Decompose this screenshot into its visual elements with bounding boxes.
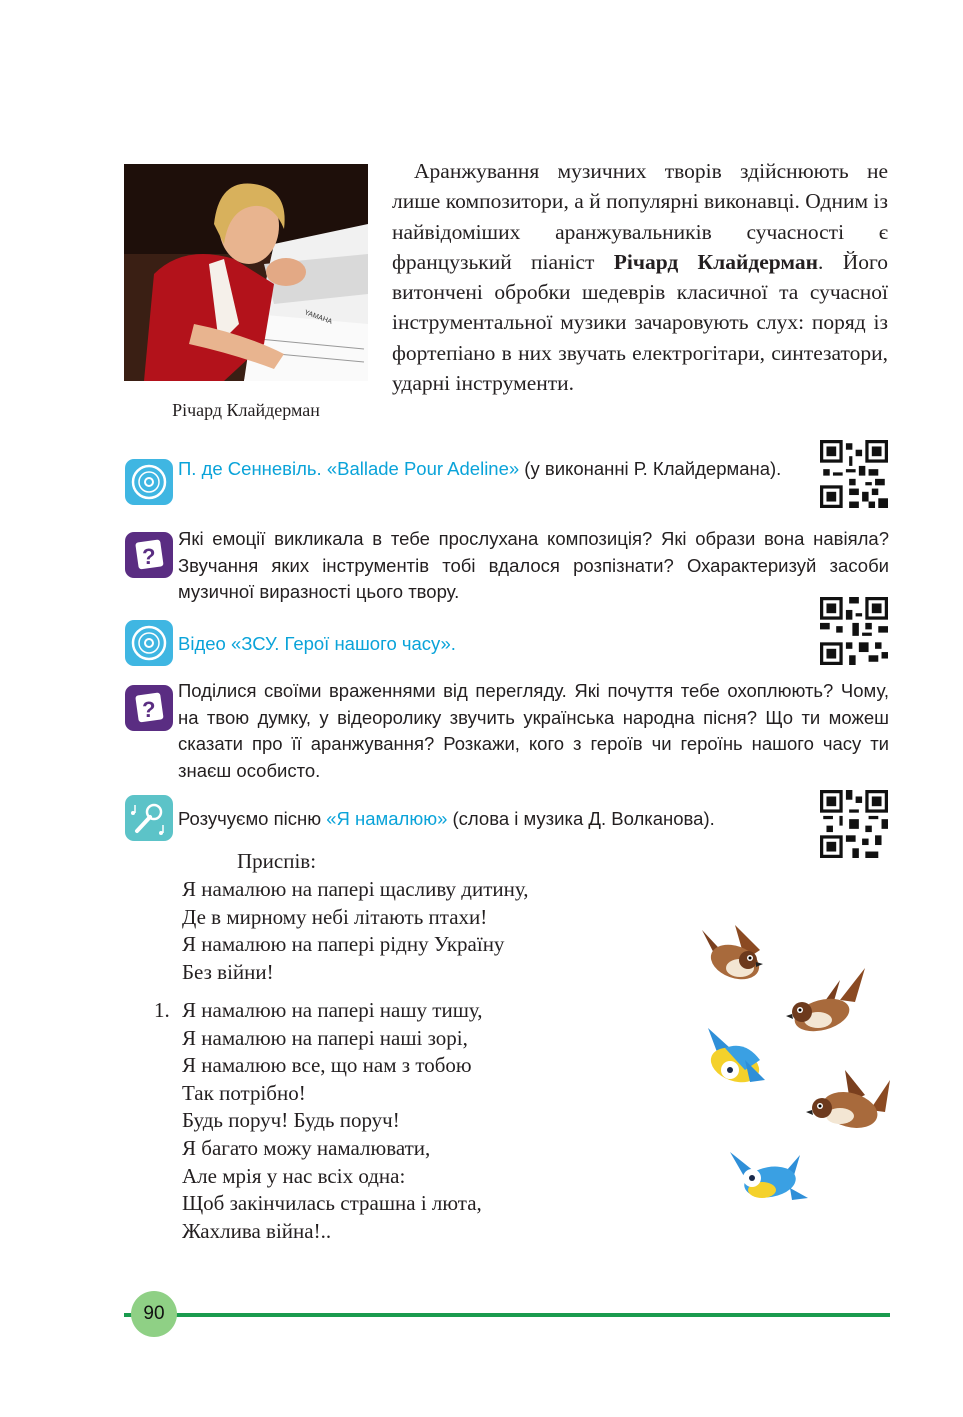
birds-illustration bbox=[690, 920, 920, 1210]
piano-brand-label: YAMAHA bbox=[303, 309, 334, 326]
song-title-link[interactable]: «Я намалюю» bbox=[326, 808, 448, 829]
qr-code-icon[interactable] bbox=[820, 790, 888, 858]
qr-code-icon[interactable] bbox=[820, 440, 888, 508]
svg-text:?: ? bbox=[142, 697, 156, 722]
svg-text:?: ? bbox=[142, 544, 156, 569]
lyric-line: Будь поруч! Будь поруч! bbox=[182, 1108, 400, 1133]
bluetit-illustration bbox=[706, 1028, 765, 1089]
question-icon bbox=[125, 685, 173, 731]
listen-block-ballade bbox=[178, 456, 798, 483]
bluetit-illustration bbox=[730, 1152, 808, 1201]
song-authors: (слова і музика Д. Волканова). bbox=[447, 808, 715, 829]
ballade-performer: (у виконанні Р. Клайдермана). bbox=[519, 458, 782, 479]
lyric-line: Я намалюю на папері наші зорі, bbox=[182, 1025, 468, 1050]
sparrow-illustration bbox=[786, 968, 865, 1037]
lyric-line: Я намалюю на папері рідну Україну bbox=[182, 932, 505, 957]
question-icon bbox=[125, 532, 173, 578]
question-text-1: Які емоції викликала в тебе прослухана композиція? Які образи вона навіяла? Звучання яких інструментів тобі вдалося розпізнати? Охарактеризуй засоби музичної виразності цього твору. bbox=[178, 528, 889, 602]
audio-disc-icon[interactable] bbox=[125, 459, 173, 505]
qr-code-icon[interactable] bbox=[820, 597, 888, 665]
page-number: 90 bbox=[131, 1291, 177, 1337]
video-disc-icon[interactable] bbox=[125, 620, 173, 666]
video-block bbox=[178, 631, 798, 658]
lyric-line: Так потрібно! bbox=[182, 1080, 306, 1105]
sparrow-illustration bbox=[702, 925, 764, 986]
lyric-line: Я багато можу намалювати, bbox=[182, 1135, 431, 1160]
lyric-line: Я намалюю на папері щасливу дитину, bbox=[182, 877, 529, 901]
lyric-line: Я намалюю на папері нашу тишу, bbox=[182, 998, 483, 1022]
learn-song-line bbox=[178, 806, 818, 833]
lyric-line: Але мрія у нас всіх одна: bbox=[182, 1163, 406, 1188]
ballade-audio-link[interactable]: П. де Сенневіль. «Ballade Pour Adeline» bbox=[178, 458, 520, 479]
lyric-line: Без війни! bbox=[182, 959, 274, 984]
chorus-lyrics bbox=[182, 876, 529, 986]
pianist-photo bbox=[124, 164, 368, 381]
lyric-line: Жахлива війна!.. bbox=[182, 1218, 332, 1243]
intro-text-start: Аранжування музичних творів здійснюють не лише композитори, а й популярні виконавці. Одним із найвідоміших аранжувальників сучасності є французький піаніст bbox=[392, 159, 888, 274]
intro-paragraph bbox=[392, 156, 888, 398]
verse-number: 1. bbox=[154, 998, 170, 1022]
lyric-line: Щоб закінчилась страшна і люта, bbox=[182, 1191, 482, 1216]
photo-caption: Річард Клайдерман bbox=[172, 400, 320, 420]
pianist-name: Річард Клайдерман bbox=[613, 249, 819, 274]
video-link[interactable]: Відео «ЗСУ. Герої нашого часу». bbox=[178, 633, 456, 654]
lyric-line: Де в мирному небі літають птахи! bbox=[182, 904, 488, 929]
intro-text-end: . Його витончені обробки шедеврів класичної та сучасної інструментальної музики зачаровують слух: поряд із фортепіано в них звучать електрогітари, синтезатори, ударні інструменти. bbox=[392, 249, 889, 396]
learn-song-prefix: Розучуємо пісню bbox=[178, 808, 327, 829]
verse-lyrics bbox=[182, 997, 483, 1245]
footer-divider bbox=[124, 1313, 890, 1317]
question-text-2: Поділися своїми враженнями від перегляду. Які почуття тебе охоплюють? Чому, на твою думку, у відеоролику звучить українська народна пісня? Що ти можеш сказати про її аранжування? Розкажи, кого з героїв чи героїнь нашого часу ти знаєш особисто. bbox=[178, 680, 889, 781]
chorus-label: Приспів: bbox=[237, 849, 317, 873]
sparrow-illustration bbox=[806, 1070, 890, 1134]
singing-microphone-icon bbox=[125, 795, 173, 841]
lyric-line: Я намалюю все, що нам з тобою bbox=[182, 1053, 472, 1078]
